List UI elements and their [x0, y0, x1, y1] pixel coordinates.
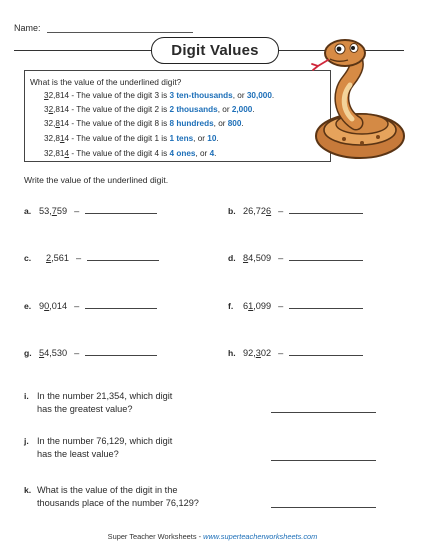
example-row: 32,814 - The value of the digit 3 is 3 ten-thousands, or 30,000.: [44, 91, 275, 100]
name-label: Name:: [14, 23, 41, 33]
problem-h: h. 92,302 –: [228, 348, 363, 358]
problem-f: f. 61,099 –: [228, 301, 363, 311]
example-question: What is the value of the underlined digit?: [30, 77, 182, 87]
title-rule-left: [14, 50, 154, 51]
problem-b: b. 26,726 –: [228, 206, 363, 216]
answer-line-i[interactable]: [271, 411, 376, 413]
example-row: 32,814 - The value of the digit 1 is 1 tens, or 10.: [44, 134, 219, 143]
answer-line-e[interactable]: [85, 307, 157, 309]
example-row: 32,814 - The value of the digit 2 is 2 thousands, or 2,000.: [44, 105, 255, 114]
problem-i: i. In the number 21,354, which digit has the greatest value?: [24, 391, 173, 414]
instructions: Write the value of the underlined digit.: [24, 175, 169, 185]
answer-line-j[interactable]: [271, 459, 376, 461]
footer-link[interactable]: www.superteacherworksheets.com: [203, 532, 318, 541]
example-row: 32,814 - The value of the digit 4 is 4 ones, or 4.: [44, 149, 217, 158]
name-field[interactable]: [47, 32, 193, 33]
problem-a: a. 53,759 –: [24, 206, 157, 216]
problem-j: j. In the number 76,129, which digit has the least value?: [24, 436, 173, 459]
page-title: Digit Values: [151, 37, 279, 64]
example-row: 32,814 - The value of the digit 8 is 8 hundreds, or 800.: [44, 119, 244, 128]
problem-k: k. What is the value of the digit in the thousands place of the number 76,129?: [24, 485, 199, 508]
answer-line-b[interactable]: [289, 212, 363, 214]
answer-line-f[interactable]: [289, 307, 363, 309]
answer-line-g[interactable]: [85, 354, 157, 356]
snake-illustration: [300, 33, 410, 163]
answer-line-h[interactable]: [289, 354, 363, 356]
problem-d: d. 84,509 –: [228, 253, 363, 263]
answer-line-k[interactable]: [271, 506, 376, 508]
footer: Super Teacher Worksheets - www.superteacherworksheets.com: [107, 532, 318, 541]
problem-e: e. 90,014 –: [24, 301, 157, 311]
answer-line-d[interactable]: [289, 259, 363, 261]
problem-c: c. 2,561 –: [24, 253, 159, 263]
answer-line-a[interactable]: [85, 212, 157, 214]
problem-g: g. 54,530 –: [24, 348, 157, 358]
answer-line-c[interactable]: [87, 259, 159, 261]
